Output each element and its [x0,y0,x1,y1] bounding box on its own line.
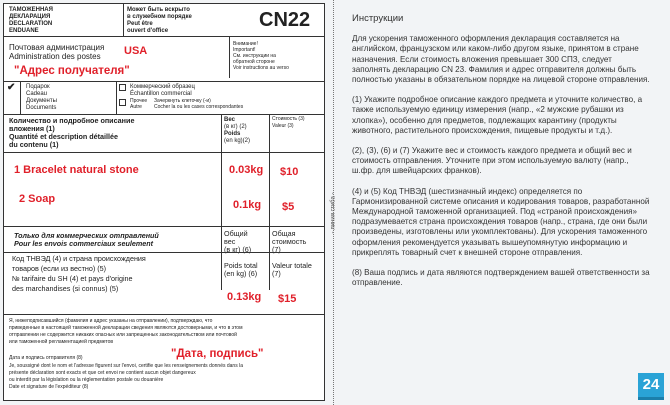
commercial-1: Только для коммерческих отправлений [14,231,159,240]
col-weight-1: Вес [224,117,235,123]
cat-other-note-2: Cocher la ou les cases correspondantes [154,104,244,110]
total-value-label-2: стоимость [272,237,307,246]
cat-left-2: Cadeau [26,91,48,97]
important-1: Внимание! [233,41,258,47]
important-4: обратной стороне [233,59,275,65]
important-2: Important! [233,47,256,53]
site-badge[interactable]: 24 [638,373,664,397]
postal-admin-ru: Почтовая администрация [9,43,105,52]
instruction-paragraph: Для ускорения таможенного оформления декларация составляется на английском, французском или каком-либо другом языке, принятом в стране назначения. Если стоимость вложения превышает 300 СПЗ, следует заполнять декларацию CN 23. Фамилия и адрес отправителя должны быть полностью указаны в обязательном порядке на лицевой стороне отправления. [352,34,650,85]
total-weight-label-2: вес [224,237,236,246]
important-5: Voir instructions au verso [233,65,289,71]
col-value-2: Valeur (3) [272,123,294,129]
instruction-paragraph: (1) Укажите подробное описание каждого предмета и уточните количество, а также используемую единицу измерения (напр., «2 мужские рубашки из хлопка»), особенно для предметов, подлежащих карантину (продукты животного, растительного происхождения, пищевые продукты и т.д.). [352,95,643,135]
total-weight-label-fr-1: Poids total [224,261,258,270]
col-desc-4: du contenu (1) [9,140,59,149]
item-1-desc: 1 Bracelet natural stone [14,164,139,176]
total-value-label-fr-1: Valeur totale [272,261,312,270]
total-value: $15 [278,293,297,305]
decl-ru-5: Дата и подпись отправителя (8) [9,355,83,361]
col-weight-2: (в кг) (2) [224,124,247,130]
commercial-2: Pour les envois commerciaux seulement [14,239,154,248]
decl-fr-3: ou interdit par la législation ou la réglementation postale ou douanière [9,377,164,383]
total-weight-label-fr-2: (en kg) (6) [224,269,258,278]
decl-ru-3: отправлении не содержится никаких опасных или запрещенных законодательством или почтовой [9,332,237,338]
item-1-value: $10 [280,166,299,178]
instruction-paragraph: (4) и (5) Код ТНВЭД (шестизначный индекс) определяется по Гармонизированной системе описания и кодирования товаров, разработанной Международной таможенной организацией. Под «страной происхождения» подразумевается страна происхождения товаров (напр., страна, где они были произведены, изготовлены или укомплектованы). Для ускорения таможенного оформления рекомендуется указывать вышеупомянутую информацию и прикреплять товарный счет к внешней стороне отправления. [352,186,650,257]
recipient-address: "Адрес получателя" [14,65,130,77]
header-left-1: ТАМОЖЕННАЯ [9,7,53,13]
col-weight-4: (en kg)(2) [224,138,251,144]
form-code: CN22 [259,9,311,31]
header-left-2: ДЕКЛАРАЦИЯ [9,14,51,20]
col-desc-1: Количество и подробное описание [9,116,135,125]
check-mark[interactable]: ✔ [7,82,16,93]
item-2-value: $5 [282,201,295,213]
total-value-label-3: (7) [272,245,281,254]
header-left-4: ENDUANE [9,28,39,34]
header-mid-2: в служебном порядке [127,14,192,20]
item-2-desc: 2 Soap [19,193,56,205]
total-weight: 0.13kg [227,291,262,303]
decl-fr-4: Date et signature de l'expéditeur (8) [9,384,89,390]
country: USA [124,45,148,57]
cat-other-2: Autre [130,104,142,110]
col-desc-3: Quantité et description détaillée [9,132,119,141]
cat-right-1: Коммерческий образец [130,84,195,90]
hs-line-3: № tarifaire du SH (4) et pays d'origine [12,274,133,283]
item-2-weight: 0.1kg [233,199,262,211]
header-left-3: DECLARATION [9,21,53,27]
hs-line-1: Код ТНВЭД (4) и страна происхождения [12,254,146,263]
col-value-1: Стоимость (3) [272,116,305,122]
header-mid-4: ouvert d'office [127,28,169,34]
decl-ru-1: Я, нижеподписавшийся (фамилия и адрес указаны на отправлении), подтверждаю, что [9,318,213,324]
item-1-weight: 0.03kg [229,164,264,176]
cat-other-note-1: Зачеркнуть клеточку (-и) [154,98,211,104]
cat-left-4: Documents [26,105,57,111]
cat-left-3: Документы [26,98,57,104]
decl-fr-2: présente déclaration sont exacts et que cet envoi ne contient aucun objet dangereux [9,370,196,376]
total-weight-label-3: (в кг) (6) [224,245,252,254]
hs-line-2: товаров (если из вестно) (5) [12,264,107,273]
important-3: См. инструкции на [233,53,276,59]
date-signature: "Дата, подпись" [171,348,264,360]
cat-left-1: Подарок [26,84,50,90]
cn22-form [3,3,325,401]
commercial-sample-checkbox[interactable] [119,84,126,91]
hs-line-4: des marchandises (si connus) (5) [12,284,119,293]
instruction-paragraph: (8) Ваша подпись и дата являются подтверждением вашей ответственности за отправление. [352,268,650,288]
other-checkbox[interactable] [119,99,126,106]
total-value-label-fr-2: (7) [272,269,281,278]
col-weight-3: Poids [224,131,241,137]
instructions-title: Инструкции [352,13,404,24]
header-mid-1: Может быть вскрыто [127,7,190,13]
decl-ru-4: или таможенной регламентацией предметов [9,339,114,345]
total-value-label-1: Общая [272,229,296,238]
decl-fr-1: Je, soussigné dont le nom et l'adresse figurent sur l'envoi, certifie que les renseignements donnés dans la [9,363,243,369]
decl-ru-2: приведенные в настоящей таможенной декларации сведения являются достоверными, и что в этом [9,325,243,331]
postal-admin-fr: Administration des postes [9,52,101,61]
cat-other-1: Прочее [130,98,148,104]
instructions-panel [352,14,652,298]
cat-right-2: Échantillon commercial [130,91,192,97]
fold-line-label: - линия сгиба - [330,192,337,234]
col-desc-2: вложения (1) [9,124,55,133]
header-mid-3: Peut être [127,21,153,27]
total-weight-label-1: Общий [224,229,248,238]
instruction-paragraph: (2), (3), (6) и (7) Укажите вес и стоимость каждого предмета и общий вес и стоимость отправления. Уточните при этом используемую валюту (напр., ш.фр. для швейцарских франков). [352,146,632,176]
